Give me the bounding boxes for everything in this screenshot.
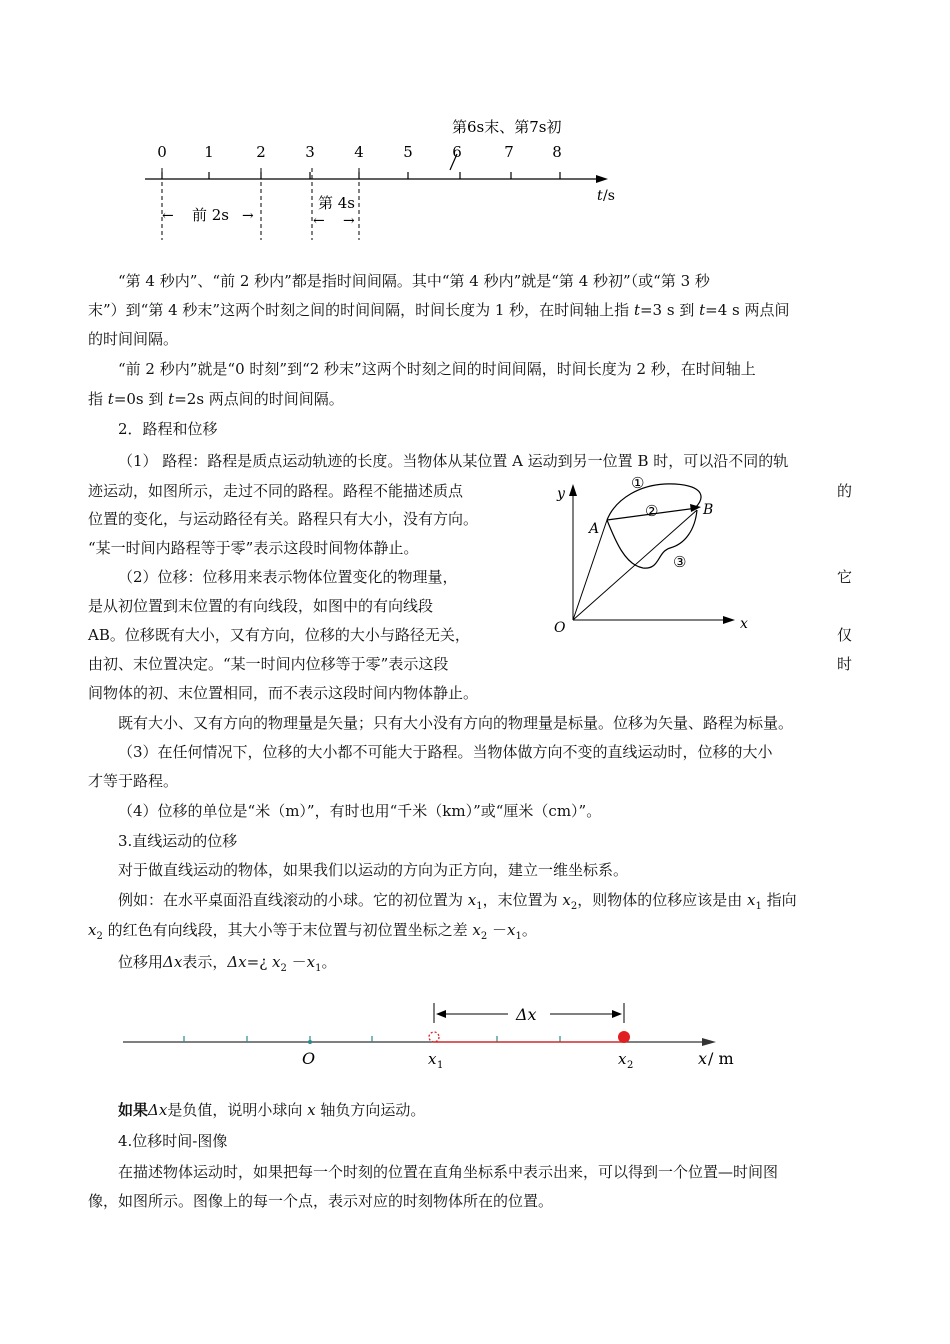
sec4-l2: 像，如图所示。图像上的每一个点，表示对应的时刻物体所在的位置。 [88, 1192, 554, 1210]
sec2-l4: “某一时间内路程等于零”表示这段时间物体静止。 [88, 539, 419, 557]
displacement-number-line [118, 995, 758, 1075]
axis-unit-m: / m [708, 1049, 734, 1068]
para1-line1: “第 4 秒内”、“前 2 秒内”都是指时间间隔。其中“第 4 秒内”就是“第 4 秒初”（或“第 3 秒 [118, 272, 710, 290]
sec2-l3: 位置的变化，与运动路径有关。路程只有大小，没有方向。 [88, 510, 479, 528]
sec2-l7r: 仅 [837, 626, 853, 644]
path-label-2: ② [645, 502, 659, 520]
arrow-right-b: → [343, 213, 355, 229]
sec2-l13: （4）位移的单位是“米（m）”，有时也用“千米（km）”或“厘米（cm）”。 [118, 802, 602, 820]
para2-line1: “前 2 秒内”就是“0 时刻”到“2 秒末”这两个时刻之间的时间间隔，时间长度为 2 秒，在时间轴上 [118, 360, 756, 378]
range-label-4th-s: 第 4s [318, 194, 356, 212]
sec4-l1: 在描述物体运动时，如果把每一个时刻的位置在直角坐标系中表示出来，可以得到一个位置—时间图 [118, 1163, 779, 1181]
timeline-tick-labels [157, 143, 562, 161]
sec2-l5: （2）位移：位移用来表示物体位置变化的物理量， [118, 568, 458, 586]
arrow-right-a: → [242, 208, 254, 224]
tick-2: 2 [256, 143, 266, 161]
tick-8: 8 [552, 143, 562, 161]
point-a-label: A [589, 521, 600, 537]
svg-text:1: 1 [437, 1060, 444, 1071]
tick-4: 4 [354, 143, 364, 161]
axis-unit-x: x [698, 1049, 708, 1068]
y-axis-label: y [557, 486, 565, 502]
x2-label: x [618, 1050, 627, 1068]
point-b-label: B [703, 502, 714, 518]
svg-text:2: 2 [627, 1060, 634, 1071]
timeline-top-label: 第6s末、第7s初 [452, 118, 562, 136]
delta-x-label: Δx [516, 1005, 537, 1024]
range-label-first-2s: 前 2s [192, 206, 230, 224]
sec2-l6: 是从初位置到末位置的有向线段，如图中的有向线段 [88, 597, 434, 615]
arrow-left-b: ← [313, 213, 325, 229]
timeline-figure [130, 110, 630, 245]
sec3b-line: 如果Δx是负值，说明小球向 x 轴负方向运动。 [118, 1101, 426, 1119]
sec2-l2: 迹运动，如图所示，走过不同的路程。路程不能描述质点 [88, 482, 464, 500]
tick-3: 3 [305, 143, 315, 161]
origin-label: O [554, 620, 566, 636]
sec2-l12: 才等于路程。 [88, 772, 179, 790]
svg-text:/s: /s [603, 188, 615, 204]
tick-1: 1 [204, 143, 214, 161]
sec2-l11: （3）在任何情况下，位移的大小都不可能大于路程。当物体做方向不变的直线运动时，位移的大小 [118, 743, 773, 761]
path-label-1: ① [631, 474, 645, 492]
sec2-l8r: 时 [837, 655, 853, 673]
tick-7: 7 [504, 143, 514, 161]
heading-3: 3.直线运动的位移 [118, 832, 238, 850]
sec3-l4: 位移用Δx表示，Δx=¿ $x_2 -x_1$。 [118, 953, 337, 974]
para1-line3: 的时间间隔。 [88, 330, 179, 348]
sec3-l2: 例如：在水平桌面沿直线滚动的小球。它的初位置为 $x_1$，末位置为 $x_2$，则物体的位移应该是由 $x_1$ 指向 [118, 891, 797, 912]
tick-6: 6 [452, 143, 462, 161]
sec2-l9: 间物体的初、末位置相同，而不表示这段时间内物体静止。 [88, 684, 479, 702]
para2-line2: 指 t=0s 到 t=2s 两点间的时间间隔。 [88, 390, 344, 408]
ball-initial [429, 1032, 439, 1042]
tick-5: 5 [403, 143, 413, 161]
sec2-l2r: 的 [837, 482, 853, 500]
heading-2: 2．路程和位移 [118, 420, 218, 438]
path-label-3: ③ [673, 553, 687, 571]
axis-label-t: t [597, 188, 603, 204]
heading-4: 4.位移时间-图像 [118, 1132, 228, 1150]
sec2-l8: 由初、末位置决定。“某一时间内位移等于零”表示这段 [88, 655, 449, 673]
para1-line2: 末”）到“第 4 秒末”这两个时刻之间的时间间隔，时间长度为 1 秒，在时间轴上指 t=3 s 到 t=4 s 两点间 [88, 301, 790, 319]
sec3-l3: $x_2$ 的红色有向线段，其大小等于末位置与初位置坐标之差 $x_2 -x_1$。 [88, 921, 537, 942]
path-displacement-diagram [545, 470, 765, 640]
sec2-l5r: 它 [837, 568, 853, 586]
tick-0: 0 [157, 143, 167, 161]
sec2-l7: AB。位移既有大小，又有方向，位移的大小与路径无关， [88, 626, 470, 644]
sec2-l10: 既有大小、又有方向的物理量是矢量；只有大小没有方向的物理量是标量。位移为矢量、路程为标量。 [118, 714, 794, 732]
origin-o: O [302, 1049, 316, 1068]
ball-final [618, 1031, 630, 1043]
sec2-l1: （1） 路程：路程是质点运动轨迹的长度。当物体从某位置 A 运动到另一位置 B 时，可以沿不同的轨 [118, 452, 789, 470]
x1-label: x [428, 1050, 437, 1068]
arrow-left-a: ← [162, 208, 174, 224]
x-axis-label: x [740, 616, 748, 632]
sec3-l1: 对于做直线运动的物体，如果我们以运动的方向为正方向，建立一维坐标系。 [118, 861, 629, 879]
